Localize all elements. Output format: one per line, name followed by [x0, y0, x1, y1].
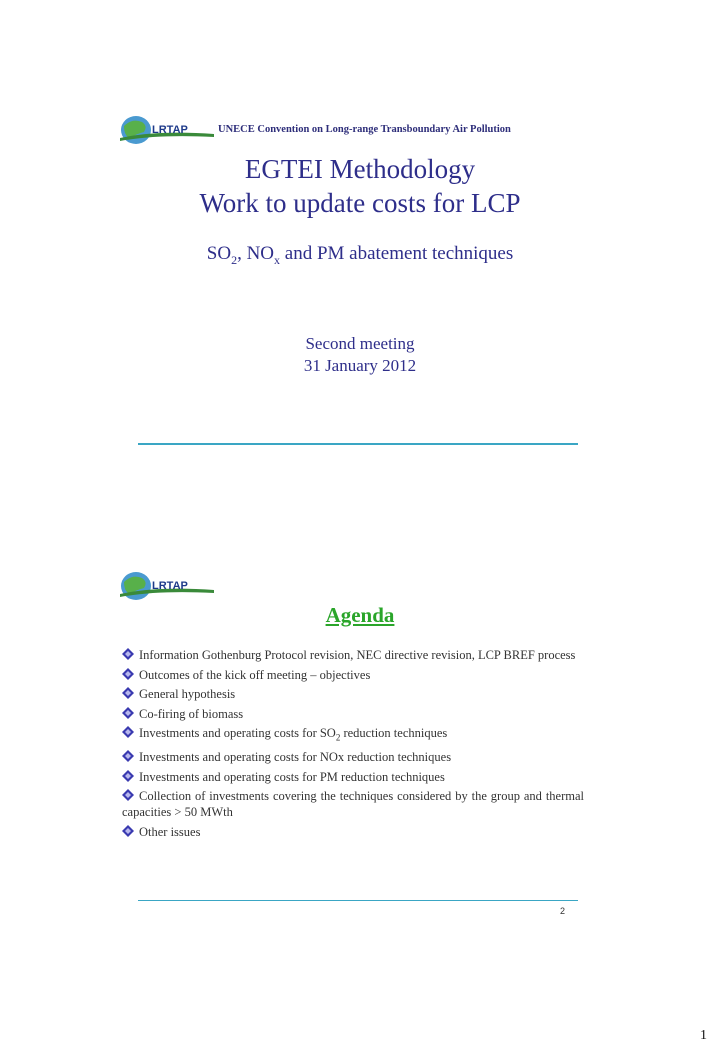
agenda-list [122, 647, 584, 843]
slide2-divider [138, 900, 578, 901]
convention-header: UNECE Convention on Long-range Transboundary Air Pollution [218, 124, 511, 135]
agenda-item: Information Gothenburg Protocol revision, NEC directive revision, LCP BREF process [122, 647, 584, 663]
page-number: 1 [700, 1028, 707, 1043]
diamond-bullet-icon [122, 750, 134, 762]
diamond-bullet-icon [122, 825, 134, 837]
agenda-title: Agenda [325, 603, 395, 627]
svg-text:LRTAP: LRTAP [152, 124, 188, 136]
agenda-item: Investments and operating costs for NOx reduction techniques [122, 749, 584, 765]
diamond-bullet-icon [122, 687, 134, 699]
agenda-item: Outcomes of the kick off meeting – objectives [122, 667, 584, 683]
lrtap-logo [118, 112, 218, 152]
agenda-item: Other issues [122, 824, 584, 840]
slide-subtitle: $SO_2$, $NO_x$ and PM abatement techniques [206, 243, 514, 267]
diamond-bullet-icon [122, 726, 134, 738]
slide1-divider [138, 443, 578, 445]
meeting-date: 31 January 2012 [303, 356, 417, 375]
lrtap-logo-slide2 [118, 568, 218, 608]
meeting-label: Second meeting [305, 334, 415, 353]
agenda-item: Co-firing of biomass [122, 706, 584, 722]
agenda-item: Investments and operating costs for PM reduction techniques [122, 769, 584, 785]
agenda-item: Collection of investments covering the techniques considered by the group and thermal capacities > 50 MWth [122, 789, 584, 819]
globe-logo-icon [118, 568, 218, 608]
diamond-bullet-icon [122, 789, 134, 801]
diamond-bullet-icon [122, 648, 134, 660]
slide-title-line1: EGTEI Methodology [244, 154, 476, 184]
diamond-bullet-icon [122, 707, 134, 719]
agenda-item: General hypothesis [122, 686, 584, 702]
slide-number: 2 [560, 906, 566, 916]
agenda-item: Investments and operating costs for $SO_2$ reduction techniques [122, 725, 584, 746]
diamond-bullet-icon [122, 668, 134, 680]
globe-logo-icon [118, 112, 218, 152]
svg-text:LRTAP: LRTAP [152, 580, 188, 592]
diamond-bullet-icon [122, 770, 134, 782]
slide-title-line2: Work to update costs for LCP [199, 188, 521, 218]
